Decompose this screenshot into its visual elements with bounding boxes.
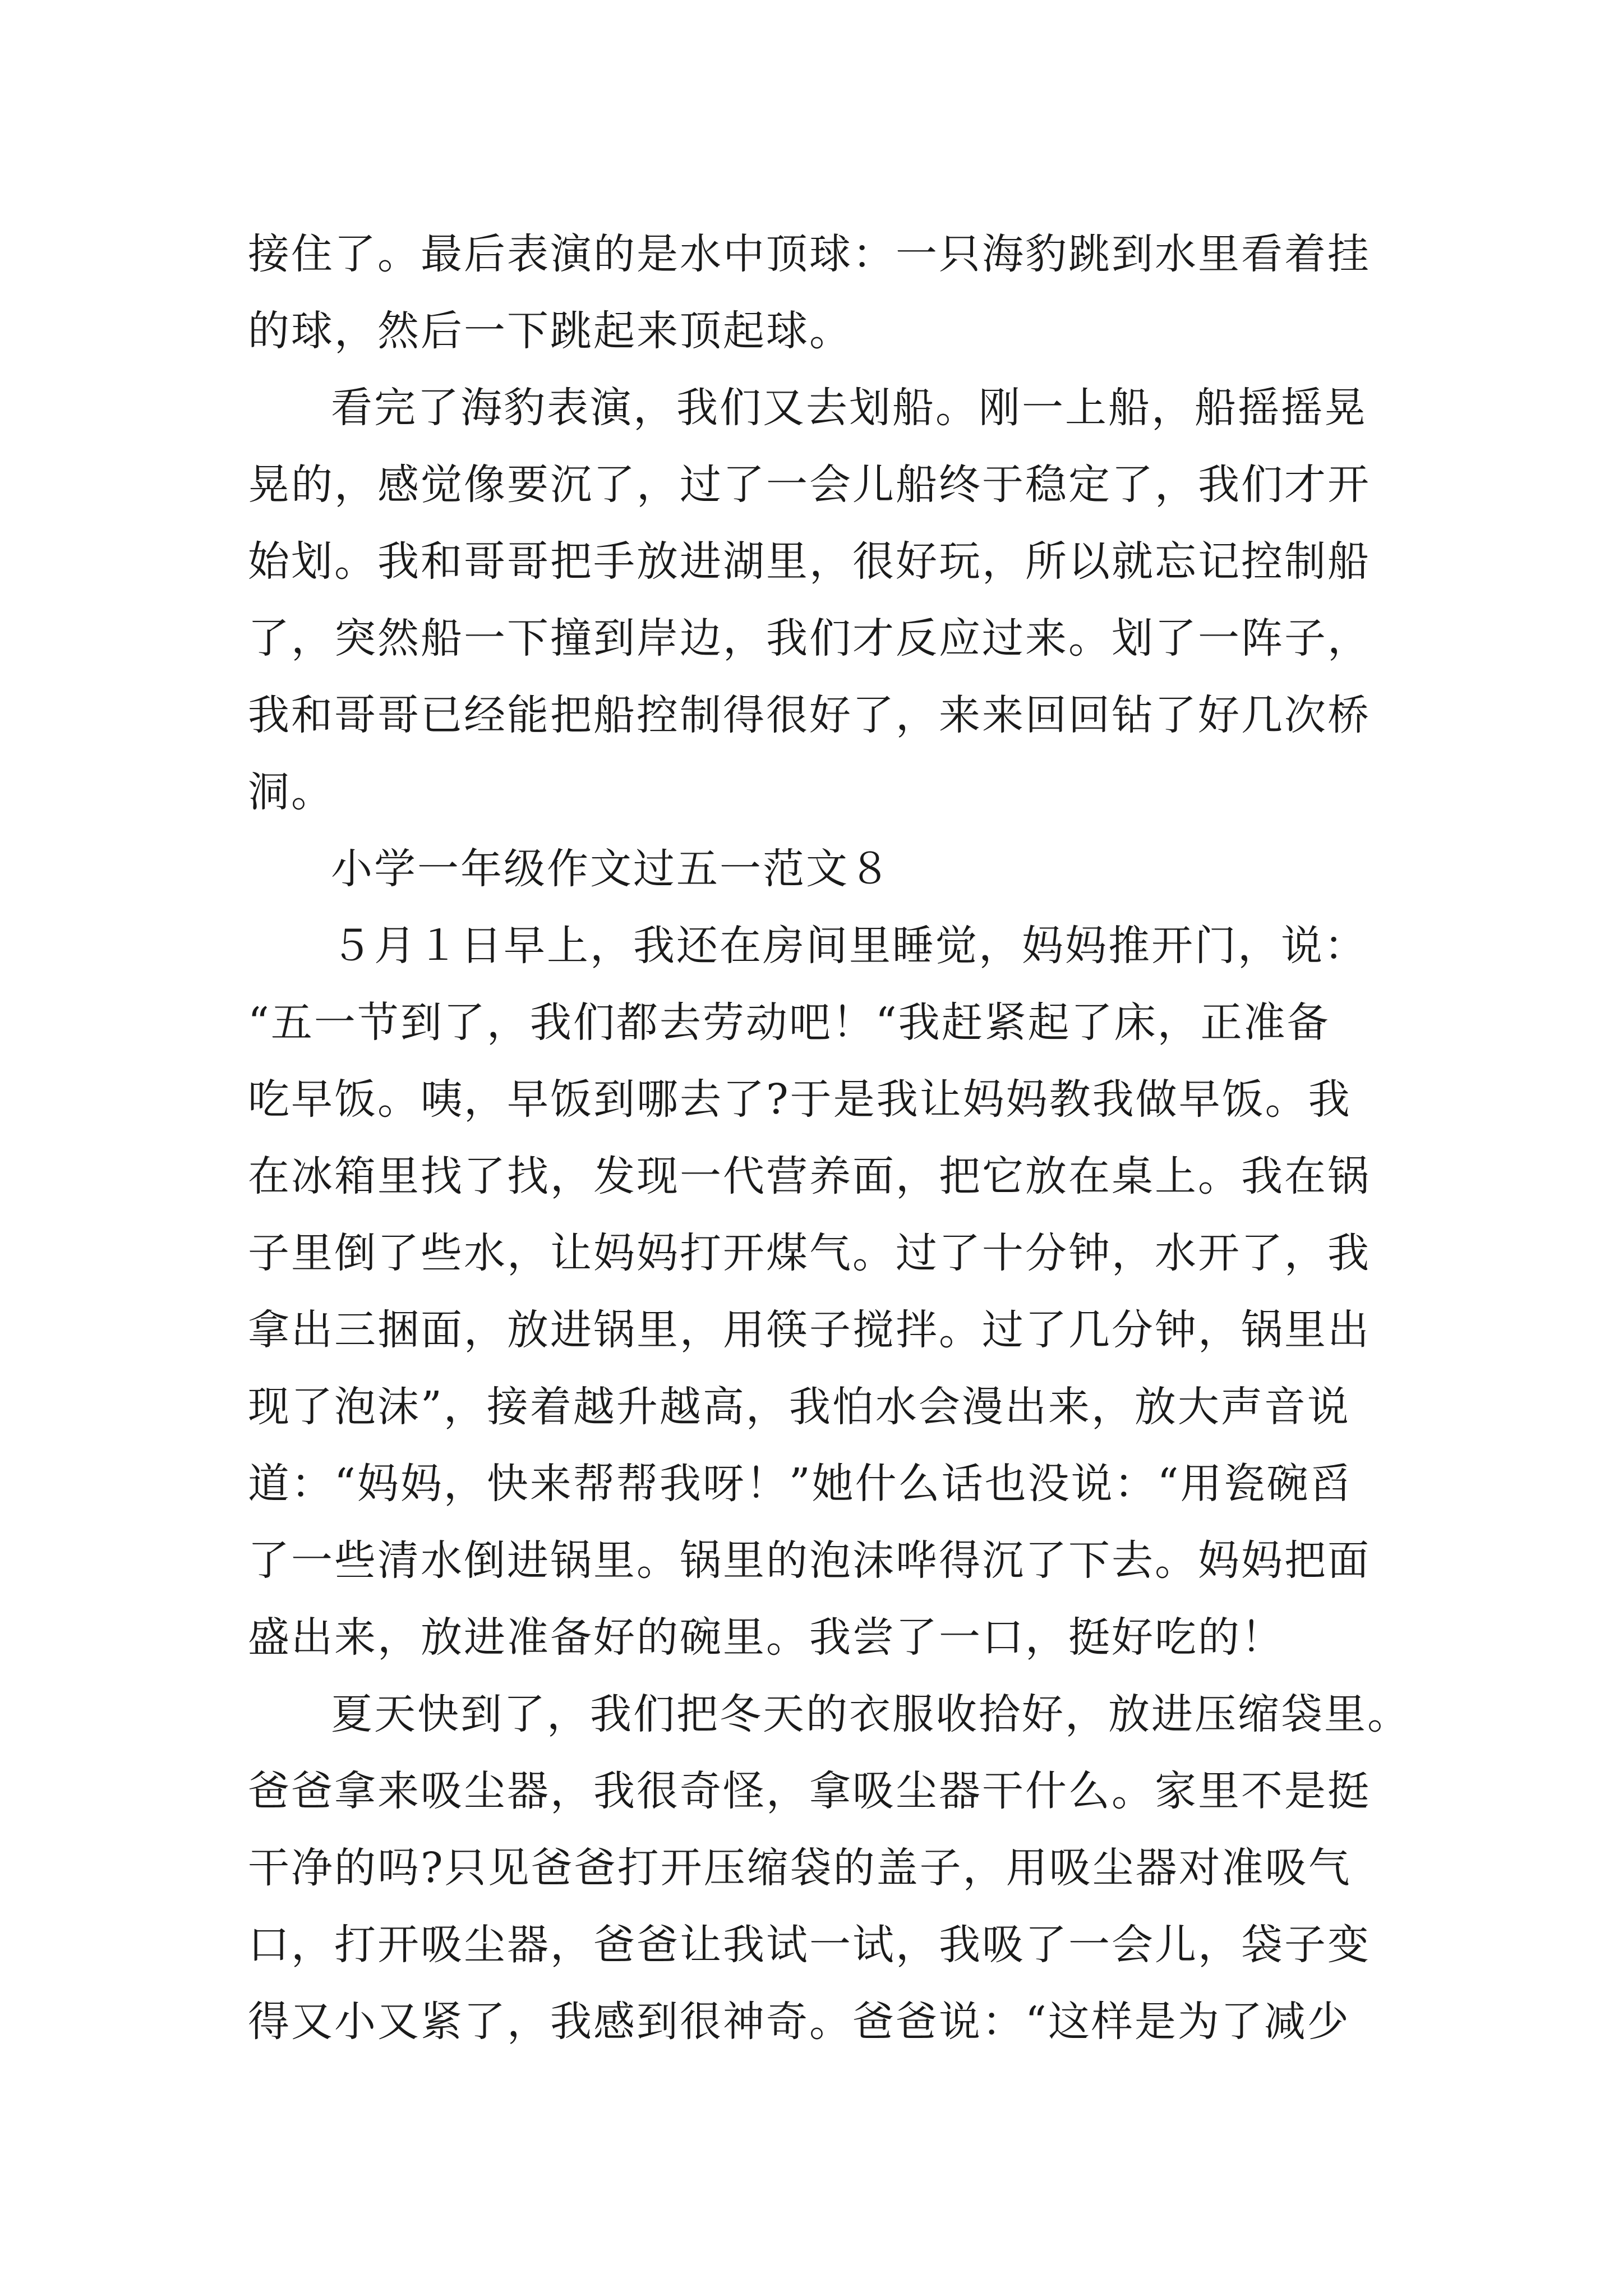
paragraph-start-line: 看完了海豹表演，我们又去划船。刚一上船，船摇摇晃 xyxy=(331,384,1367,432)
text-line: 爸爸拿来吸尘器，我很奇怪，拿吸尘器干什么。家里不是挺 xyxy=(248,1767,1371,1815)
document-body xyxy=(248,216,1410,2060)
text-line: 接住了。最后表演的是水中顶球：一只海豹跳到水里看着挂 xyxy=(248,230,1371,278)
text-line: 盛出来，放进准备好的碗里。我尝了一口，挺好吃的！ xyxy=(248,1613,1284,1662)
text-line: 了，突然船一下撞到岸边，我们才反应过来。划了一阵子， xyxy=(248,614,1371,662)
text-line: 晃的，感觉像要沉了，过了一会儿船终于稳定了，我们才开 xyxy=(248,461,1371,509)
text-line: 现了泡沫”，接着越升越高，我怕水会漫出来，放大声音说 xyxy=(248,1383,1350,1431)
text-line: 洞。 xyxy=(248,768,334,816)
section-heading: 小学一年级作文过五一范文８ xyxy=(331,845,892,893)
text-line: 干净的吗?只见爸爸打开压缩袋的盖子，用吸尘器对准吸气 xyxy=(248,1844,1352,1892)
paragraph-start-line: ５月１日早上，我还在房间里睡觉，妈妈推开门，说： xyxy=(331,922,1367,970)
text-line: “五一节到了，我们都去劳动吧！“我赶紧起了床，正准备 xyxy=(248,999,1330,1047)
text-line: 始划。我和哥哥把手放进湖里，很好玩，所以就忘记控制船 xyxy=(248,537,1371,586)
text-line: 了一些清水倒进锅里。锅里的泡沫哗得沉了下去。妈妈把面 xyxy=(248,1536,1371,1585)
text-line: 我和哥哥已经能把船控制得很好了，来来回回钻了好几次桥 xyxy=(248,691,1371,739)
text-line: 道：“妈妈，快来帮帮我呀！”她什么话也没说：“用瓷碗舀 xyxy=(248,1460,1353,1508)
text-line: 的球，然后一下跳起来顶起球。 xyxy=(248,307,852,355)
paragraph-start-line: 夏天快到了，我们把冬天的衣服收拾好，放进压缩袋里。 xyxy=(331,1690,1410,1738)
text-line: 口，打开吸尘器，爸爸让我试一试，我吸了一会儿，袋子变 xyxy=(248,1921,1371,1969)
text-line: 在冰箱里找了找，发现一代营养面，把它放在桌上。我在锅 xyxy=(248,1152,1371,1200)
text-line: 吃早饭。咦，早饭到哪去了?于是我让妈妈教我做早饭。我 xyxy=(248,1075,1352,1124)
text-line: 得又小又紧了，我感到很神奇。爸爸说：“这样是为了减少 xyxy=(248,1998,1350,2046)
text-line: 子里倒了些水，让妈妈打开煤气。过了十分钟，水开了，我 xyxy=(248,1229,1371,1277)
text-line: 拿出三捆面，放进锅里，用筷子搅拌。过了几分钟，锅里出 xyxy=(248,1306,1371,1354)
